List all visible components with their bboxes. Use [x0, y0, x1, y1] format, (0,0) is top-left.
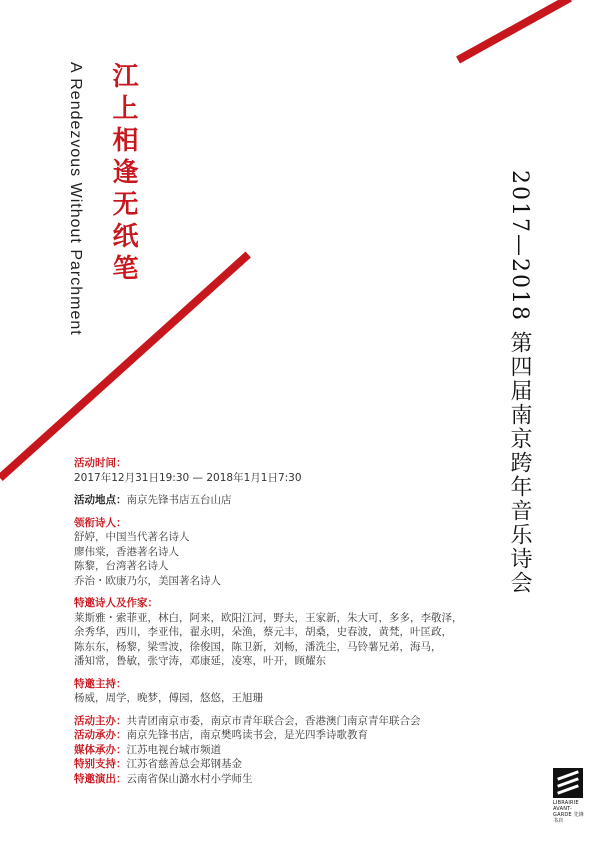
credit-row — [74, 728, 534, 743]
credit-label: 活动主办： — [74, 714, 127, 727]
guests-line: 莱斯雅・索菲亚，林白，阿来，欧阳江河，野夫，王家新，朱大可，多多，李敬泽， — [74, 611, 463, 624]
logo-mark-icon — [553, 768, 583, 798]
credit-row — [74, 743, 534, 758]
venue-block — [74, 493, 534, 508]
guests-block — [74, 596, 534, 669]
hosts-block — [74, 677, 534, 706]
lead-poet: 廖伟棠，香港著名诗人 — [74, 545, 179, 558]
credits-block — [74, 714, 534, 787]
logo-text: LIBRAIRIE AVANT-GARDE 先锋书店 — [553, 800, 584, 824]
venue-label: 活动地点： — [74, 494, 127, 506]
credit-value: 云南省保山潞水村小学师生 — [126, 772, 253, 785]
credit-row — [74, 757, 534, 772]
guests-line: 陈东东，杨黎，梁雪波，徐俊国，陈卫新，刘畅，潘洗尘，马铃薯兄弟，海马， — [74, 640, 442, 653]
guests-line: 潘知常，鲁敏，张守涛，邓康延，凌寒，叶开，顾耀东 — [74, 655, 326, 667]
lead-poets-block — [74, 516, 534, 589]
time-label: 活动时间： — [74, 457, 127, 469]
guests-label: 特邀诗人及作家： — [74, 597, 158, 609]
credit-label: 特别支持： — [74, 758, 127, 770]
credit-label: 媒体承办： — [74, 743, 127, 756]
credit-row — [74, 714, 534, 729]
lead-poet: 舒婷，中国当代著名诗人 — [74, 531, 190, 543]
bookstore-logo — [553, 768, 587, 824]
venue-value: 南京先锋书店五台山店 — [126, 494, 232, 506]
credit-value: 共青团南京市委，南京市青年联合会，香港澳门南京青年联合会 — [126, 714, 421, 727]
lead-poet: 陈黎，台湾著名诗人 — [74, 560, 169, 572]
lead-poets-label: 领衔诗人： — [74, 516, 127, 529]
red-diagonal-stripe-top — [456, 0, 572, 63]
title-chinese: 江上相逢无纸笔 — [108, 62, 138, 286]
lead-poet: 乔治・欧康乃尔，美国著名诗人 — [74, 574, 221, 587]
credit-label: 活动承办： — [74, 729, 127, 741]
event-info — [74, 456, 534, 794]
hosts-label: 特邀主持： — [74, 677, 127, 690]
credit-label: 特邀演出： — [74, 772, 127, 785]
credit-value: 江苏省慈善总会郑钢基金 — [126, 758, 242, 770]
credit-row — [74, 772, 534, 787]
hosts-value: 杨威，周学，晚梦，傅园，悠悠，王旭珊 — [74, 692, 263, 704]
guests-line: 余秀华，西川，李亚伟，翟永明，朵渔，蔡元丰，胡桑，史春波，黄梵，叶匡政， — [74, 626, 452, 638]
time-value: 2017年12月31日19:30 — 2018年1月1日7:30 — [74, 471, 302, 484]
credit-value: 南京先锋书店，南京樊鸣读书会，是光四季诗歌教育 — [126, 729, 368, 741]
title-english: A Rendezvous Without Parchment — [67, 62, 84, 336]
time-block — [74, 456, 534, 485]
credit-value: 江苏电视台城市频道 — [126, 743, 221, 756]
event-title: 2017—2018 第四届南京跨年音乐诗会 — [507, 170, 532, 595]
